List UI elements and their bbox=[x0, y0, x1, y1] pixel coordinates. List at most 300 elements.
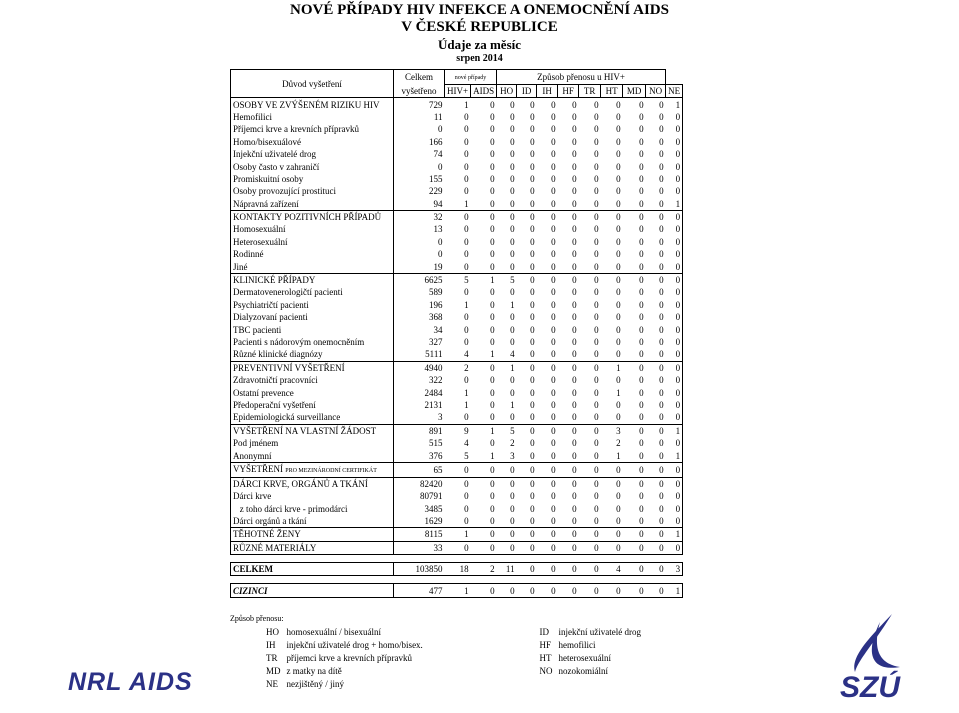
table-cell: 0 bbox=[616, 337, 621, 347]
table-cell: 0 bbox=[659, 438, 664, 449]
table-cell: 0 bbox=[551, 236, 556, 247]
table-cell: 0 bbox=[666, 336, 683, 348]
table-cell: 0 bbox=[616, 173, 621, 184]
table-cell: 0 bbox=[572, 261, 577, 272]
table-cell: 0 bbox=[639, 124, 644, 135]
legend-row bbox=[230, 677, 696, 690]
table-cell: 0 bbox=[572, 249, 577, 260]
table-cell: 0 bbox=[497, 528, 517, 541]
table-row bbox=[231, 374, 683, 386]
table-cell: 0 bbox=[510, 173, 515, 184]
header-col: HT bbox=[601, 85, 623, 98]
table-cell: 0 bbox=[594, 224, 599, 235]
table-cell: 0 bbox=[445, 210, 471, 223]
table-cell: 0 bbox=[579, 273, 601, 286]
header-celkem: Celkem bbox=[394, 70, 445, 85]
total-cell: 0 bbox=[579, 584, 601, 597]
table-row bbox=[231, 260, 683, 273]
table-cell: 0 bbox=[510, 287, 515, 298]
table-cell: 0 bbox=[490, 111, 495, 122]
table-cell: 0 bbox=[646, 98, 666, 111]
table-cell: 0 bbox=[530, 387, 535, 398]
table-cell: 0 bbox=[646, 541, 666, 554]
total-cell: 0 bbox=[537, 563, 558, 576]
table-cell: 1 bbox=[464, 299, 469, 310]
table-cell: 0 bbox=[639, 186, 644, 197]
table-cell: 0 bbox=[537, 98, 558, 111]
total-label: CIZINCI bbox=[231, 584, 394, 597]
table-cell: 0 bbox=[510, 312, 515, 323]
table-row bbox=[231, 399, 683, 411]
table-cell: 0 bbox=[639, 412, 644, 423]
row-label-text: Osoby často v zahraničí bbox=[233, 161, 320, 172]
spacer-row bbox=[231, 555, 683, 563]
table-cell: 155 bbox=[429, 173, 443, 184]
table-cell: 0 bbox=[666, 148, 683, 160]
legend-code: IH bbox=[266, 639, 276, 650]
table-cell: 0 bbox=[517, 98, 537, 111]
table-cell: 0 bbox=[510, 387, 515, 398]
table-cell: 0 bbox=[464, 516, 469, 527]
table-cell: 0 bbox=[639, 173, 644, 184]
table-cell: 0 bbox=[594, 124, 599, 135]
table-cell: 0 bbox=[616, 198, 621, 209]
table-cell: 0 bbox=[623, 273, 646, 286]
table-cell: 0 bbox=[551, 375, 556, 386]
table-cell: 0 bbox=[517, 541, 537, 554]
table-cell: 0 bbox=[530, 299, 535, 310]
table-cell: 0 bbox=[551, 111, 556, 122]
table-cell: 0 bbox=[517, 477, 537, 490]
table-cell: 1 bbox=[616, 387, 621, 398]
total-cell: 2 bbox=[471, 563, 497, 576]
table-cell: 0 bbox=[623, 361, 646, 374]
table-cell: 0 bbox=[490, 516, 495, 527]
table-cell: 5 bbox=[497, 424, 517, 437]
legend-text: z matky na dítě bbox=[286, 665, 342, 676]
table-cell: 0 bbox=[530, 236, 535, 247]
table-row bbox=[231, 323, 683, 335]
table-cell: 0 bbox=[490, 287, 495, 298]
table-cell: 166 bbox=[429, 136, 443, 147]
table-cell: 589 bbox=[429, 287, 443, 298]
table-cell: 0 bbox=[490, 337, 495, 347]
table-cell: 0 bbox=[616, 491, 621, 502]
table-cell: 0 bbox=[551, 412, 556, 423]
row-label-text: Hemofilici bbox=[233, 111, 272, 122]
table-row bbox=[231, 123, 683, 135]
table-cell: 0 bbox=[579, 424, 601, 437]
total-cell: 3 bbox=[666, 563, 683, 576]
table-cell: 0 bbox=[471, 462, 497, 477]
table-cell: 0 bbox=[666, 248, 683, 260]
table-cell: 0 bbox=[471, 528, 497, 541]
table-cell: 1 bbox=[666, 424, 683, 437]
row-label-text: Rodinné bbox=[233, 249, 264, 260]
row-label bbox=[231, 424, 394, 437]
table-cell: 0 bbox=[601, 477, 623, 490]
legend-text: injekční uživatelé drog + homo/bisex. bbox=[286, 639, 423, 650]
table-cell: 0 bbox=[666, 477, 683, 490]
table-cell: 0 bbox=[572, 149, 577, 160]
table-group-row bbox=[231, 528, 683, 541]
legend-code-2: NO bbox=[539, 665, 553, 676]
header-col: ID bbox=[517, 85, 537, 98]
szu-logo bbox=[830, 612, 930, 707]
table-cell: 0 bbox=[659, 399, 664, 410]
legend-code: TR bbox=[266, 652, 278, 663]
table-cell: 0 bbox=[639, 387, 644, 398]
row-label-text: VYŠETŘENÍ bbox=[233, 463, 283, 474]
table-cell: 0 bbox=[551, 516, 556, 527]
table-cell: 0 bbox=[530, 198, 535, 209]
table-cell: 0 bbox=[438, 124, 443, 135]
table-cell: 0 bbox=[490, 124, 495, 135]
row-label-text: Homo/bisexuálové bbox=[233, 136, 301, 147]
table-cell: 4 bbox=[464, 438, 469, 449]
table-cell: 0 bbox=[639, 236, 644, 247]
table-cell: 1 bbox=[464, 399, 469, 410]
table-cell: 0 bbox=[572, 349, 577, 360]
table-cell: 0 bbox=[464, 261, 469, 272]
row-label-text: Anonymní bbox=[233, 450, 272, 461]
row-label bbox=[231, 541, 394, 554]
table-cell: 0 bbox=[639, 224, 644, 235]
table-cell: 0 bbox=[530, 224, 535, 235]
table-cell: 0 bbox=[530, 287, 535, 298]
table-cell: 0 bbox=[659, 349, 664, 360]
row-label bbox=[231, 374, 394, 386]
header-row-1 bbox=[231, 70, 683, 85]
table-cell: 0 bbox=[601, 541, 623, 554]
table-cell: 6625 bbox=[394, 273, 445, 286]
table-cell: 0 bbox=[646, 462, 666, 477]
table-cell: 1 bbox=[497, 361, 517, 374]
row-label-text: Různé klinické diagnózy bbox=[233, 349, 323, 360]
table-cell: 4 bbox=[464, 349, 469, 360]
table-cell: 0 bbox=[530, 491, 535, 502]
header-col: TR bbox=[579, 85, 601, 98]
table-cell: 0 bbox=[666, 236, 683, 248]
table-cell: 0 bbox=[572, 516, 577, 527]
row-label-text: Dárci orgánů a tkání bbox=[233, 516, 307, 527]
table-cell: 0 bbox=[490, 249, 495, 260]
row-label bbox=[231, 260, 394, 273]
table-cell: 0 bbox=[579, 210, 601, 223]
table-cell: 0 bbox=[517, 361, 537, 374]
table-cell: 0 bbox=[530, 337, 535, 347]
row-label bbox=[231, 210, 394, 223]
table-cell: 0 bbox=[616, 312, 621, 323]
row-label bbox=[231, 286, 394, 298]
table-cell: 0 bbox=[572, 198, 577, 209]
table-cell: 0 bbox=[445, 477, 471, 490]
table-cell: 0 bbox=[490, 136, 495, 147]
table-cell: 0 bbox=[490, 198, 495, 209]
table-cell: 0 bbox=[490, 173, 495, 184]
table-cell: 0 bbox=[639, 349, 644, 360]
table-row bbox=[231, 503, 683, 515]
table-cell: 0 bbox=[530, 438, 535, 449]
total-cell: 0 bbox=[601, 584, 623, 597]
table-cell: 0 bbox=[666, 361, 683, 374]
table-cell: 0 bbox=[551, 349, 556, 360]
table-cell: 0 bbox=[623, 462, 646, 477]
table-cell: 0 bbox=[572, 412, 577, 423]
table-cell: 5 bbox=[445, 273, 471, 286]
table-cell: 1 bbox=[666, 98, 683, 111]
row-label bbox=[231, 323, 394, 335]
table-group-row bbox=[231, 273, 683, 286]
table-cell: 0 bbox=[517, 273, 537, 286]
table-cell: 0 bbox=[558, 98, 579, 111]
table-cell: 0 bbox=[639, 287, 644, 298]
table-cell: 0 bbox=[659, 186, 664, 197]
table-group-row bbox=[231, 361, 683, 374]
table-cell: 1 bbox=[510, 299, 515, 310]
table-row bbox=[231, 348, 683, 361]
total-cell: 0 bbox=[579, 563, 601, 576]
table-cell: 0 bbox=[510, 161, 515, 172]
table-cell: 0 bbox=[623, 541, 646, 554]
table-cell: 1 bbox=[490, 450, 495, 461]
table-cell: 0 bbox=[558, 528, 579, 541]
table-cell: 0 bbox=[616, 224, 621, 235]
table-cell: 4940 bbox=[394, 361, 445, 374]
legend-code: HO bbox=[266, 626, 279, 637]
table-cell: 0 bbox=[537, 541, 558, 554]
row-label bbox=[231, 515, 394, 528]
table-cell: 0 bbox=[551, 324, 556, 335]
table-cell: 0 bbox=[464, 136, 469, 147]
title-period: srpen 2014 bbox=[456, 53, 503, 64]
header-col: IH bbox=[537, 85, 558, 98]
table-cell: 0 bbox=[551, 491, 556, 502]
table-cell: 0 bbox=[594, 491, 599, 502]
table-cell: 0 bbox=[666, 311, 683, 323]
table-cell: 0 bbox=[659, 124, 664, 135]
table-cell: 0 bbox=[490, 438, 495, 449]
table-cell: 0 bbox=[510, 503, 515, 514]
table-cell: 0 bbox=[490, 299, 495, 310]
table-cell: 0 bbox=[464, 236, 469, 247]
table-cell: 0 bbox=[490, 491, 495, 502]
table-cell: 0 bbox=[471, 210, 497, 223]
table-row bbox=[231, 311, 683, 323]
table-cell: 0 bbox=[572, 173, 577, 184]
table-cell: 0 bbox=[646, 273, 666, 286]
total-cell: 0 bbox=[537, 584, 558, 597]
legend-row bbox=[230, 651, 696, 664]
table-cell: 0 bbox=[530, 149, 535, 160]
table-cell: 0 bbox=[490, 312, 495, 323]
table-cell: 0 bbox=[530, 503, 535, 514]
table-cell: 0 bbox=[551, 149, 556, 160]
table-cell: 0 bbox=[510, 186, 515, 197]
legend-text-2 bbox=[556, 677, 696, 690]
table-cell: 0 bbox=[464, 375, 469, 386]
table-cell: 0 bbox=[510, 124, 515, 135]
table-cell: 5 bbox=[497, 273, 517, 286]
row-label-text: Zdravotničtí pracovníci bbox=[233, 375, 318, 386]
table-cell: 2 bbox=[616, 438, 621, 449]
table-cell: 0 bbox=[646, 210, 666, 223]
table-cell: 2 bbox=[445, 361, 471, 374]
table-cell: 0 bbox=[594, 337, 599, 347]
table-row bbox=[231, 148, 683, 160]
table-cell: 0 bbox=[666, 210, 683, 223]
table-cell: 0 bbox=[616, 261, 621, 272]
table-cell: 0 bbox=[659, 375, 664, 386]
total-cell: 0 bbox=[558, 563, 579, 576]
table-cell: 0 bbox=[659, 261, 664, 272]
row-label-text: Injekční uživatelé drog bbox=[233, 149, 316, 160]
header-vysetreno: vyšetřeno bbox=[394, 85, 445, 98]
table-cell: 0 bbox=[530, 349, 535, 360]
total-cell: 0 bbox=[517, 584, 537, 597]
table-cell: 0 bbox=[572, 224, 577, 235]
table-cell: 0 bbox=[666, 223, 683, 235]
table-cell: 0 bbox=[530, 450, 535, 461]
table-cell: 0 bbox=[572, 503, 577, 514]
table-cell: 0 bbox=[659, 491, 664, 502]
table-cell: 0 bbox=[572, 111, 577, 122]
table-cell: 0 bbox=[616, 287, 621, 298]
table-cell: 0 bbox=[464, 491, 469, 502]
table-row bbox=[231, 111, 683, 123]
row-label bbox=[231, 123, 394, 135]
table-cell: 0 bbox=[510, 375, 515, 386]
table-cell: 0 bbox=[639, 375, 644, 386]
table-row bbox=[231, 449, 683, 462]
table-row bbox=[231, 198, 683, 211]
table-cell: 0 bbox=[639, 149, 644, 160]
table-cell: 0 bbox=[572, 186, 577, 197]
row-label-text: Jiné bbox=[233, 261, 248, 272]
table-cell: 0 bbox=[464, 124, 469, 135]
table-cell: 0 bbox=[497, 98, 517, 111]
table-cell: 0 bbox=[464, 412, 469, 423]
table-cell: 0 bbox=[551, 299, 556, 310]
table-cell: 0 bbox=[510, 236, 515, 247]
row-label bbox=[231, 411, 394, 424]
table-cell: 0 bbox=[530, 161, 535, 172]
table-cell: 0 bbox=[659, 516, 664, 527]
table-cell: 0 bbox=[551, 224, 556, 235]
legend-code-2: ID bbox=[539, 626, 550, 637]
table-cell: 0 bbox=[530, 312, 535, 323]
nrl-aids-logo: NRL AIDS bbox=[68, 668, 193, 696]
table-cell: 0 bbox=[639, 516, 644, 527]
table-cell: 0 bbox=[572, 124, 577, 135]
table-cell: 0 bbox=[572, 324, 577, 335]
table-cell: 0 bbox=[558, 210, 579, 223]
table-group-row bbox=[231, 477, 683, 490]
row-label-text: Psychiatričtí pacienti bbox=[233, 299, 309, 310]
table-cell: 0 bbox=[490, 387, 495, 398]
table-cell: 0 bbox=[510, 198, 515, 209]
table-row bbox=[231, 173, 683, 185]
row-label-text: Příjemci krve a krevních přípravků bbox=[233, 124, 359, 135]
total-cell: 103850 bbox=[394, 563, 445, 576]
table-cell: 0 bbox=[623, 528, 646, 541]
table-row bbox=[231, 185, 683, 197]
row-label bbox=[231, 449, 394, 462]
table-cell: 0 bbox=[572, 287, 577, 298]
table-cell: 0 bbox=[594, 349, 599, 360]
header-col: MD bbox=[623, 85, 646, 98]
table-group-row bbox=[231, 541, 683, 554]
table-cell: 0 bbox=[510, 516, 515, 527]
table-cell: 0 bbox=[594, 312, 599, 323]
header-col: HIV+ bbox=[445, 85, 471, 98]
table-cell: 0 bbox=[572, 491, 577, 502]
legend-text: homosexuální / bisexuální bbox=[286, 626, 382, 637]
table-cell: 0 bbox=[659, 324, 664, 335]
table-cell: 0 bbox=[666, 299, 683, 311]
row-label bbox=[231, 336, 394, 348]
legend-text-2: nozokomiální bbox=[558, 665, 609, 676]
legend-text-2: injekční uživatelé drog bbox=[558, 626, 641, 637]
table-cell: 0 bbox=[558, 462, 579, 477]
table-row bbox=[231, 386, 683, 398]
table-cell: 0 bbox=[623, 210, 646, 223]
table-cell: 0 bbox=[579, 477, 601, 490]
table-cell: 0 bbox=[616, 412, 621, 423]
table-cell: 0 bbox=[551, 261, 556, 272]
total-cell: 1 bbox=[666, 584, 683, 597]
table-cell: 0 bbox=[497, 541, 517, 554]
header-col: AIDS bbox=[471, 85, 497, 98]
table-cell: 0 bbox=[666, 185, 683, 197]
cases-table bbox=[230, 69, 683, 598]
table-group-row bbox=[231, 462, 683, 477]
table-cell: 0 bbox=[464, 111, 469, 122]
table-cell: 0 bbox=[616, 349, 621, 360]
table-cell: 0 bbox=[537, 477, 558, 490]
table-cell: 0 bbox=[471, 541, 497, 554]
table-cell: 0 bbox=[659, 149, 664, 160]
table-cell: 11 bbox=[433, 111, 443, 122]
table-group-row bbox=[231, 210, 683, 223]
table-cell: 0 bbox=[659, 337, 664, 347]
table-cell: 0 bbox=[572, 161, 577, 172]
table-cell: 515 bbox=[429, 438, 443, 449]
table-cell: 0 bbox=[510, 491, 515, 502]
table-cell: 0 bbox=[659, 198, 664, 209]
table-cell: 0 bbox=[572, 337, 577, 347]
table-cell: 0 bbox=[551, 450, 556, 461]
table-cell: 0 bbox=[601, 273, 623, 286]
table-cell: 0 bbox=[639, 136, 644, 147]
table-cell: 0 bbox=[490, 161, 495, 172]
row-label bbox=[231, 399, 394, 411]
table-cell: 82420 bbox=[394, 477, 445, 490]
table-cell: 0 bbox=[666, 490, 683, 502]
table-cell: 368 bbox=[429, 312, 443, 323]
table-cell: 0 bbox=[666, 260, 683, 273]
legend-code: MD bbox=[266, 665, 281, 676]
row-label-text: Předoperační vyšetření bbox=[233, 399, 316, 410]
total-cell: 0 bbox=[558, 584, 579, 597]
row-label bbox=[231, 273, 394, 286]
table-cell: 0 bbox=[438, 249, 443, 260]
total-cell: 1 bbox=[445, 584, 471, 597]
table-cell: 0 bbox=[572, 236, 577, 247]
table-cell: 0 bbox=[646, 477, 666, 490]
table-cell: 322 bbox=[429, 375, 443, 386]
table-cell: 5 bbox=[464, 450, 469, 461]
